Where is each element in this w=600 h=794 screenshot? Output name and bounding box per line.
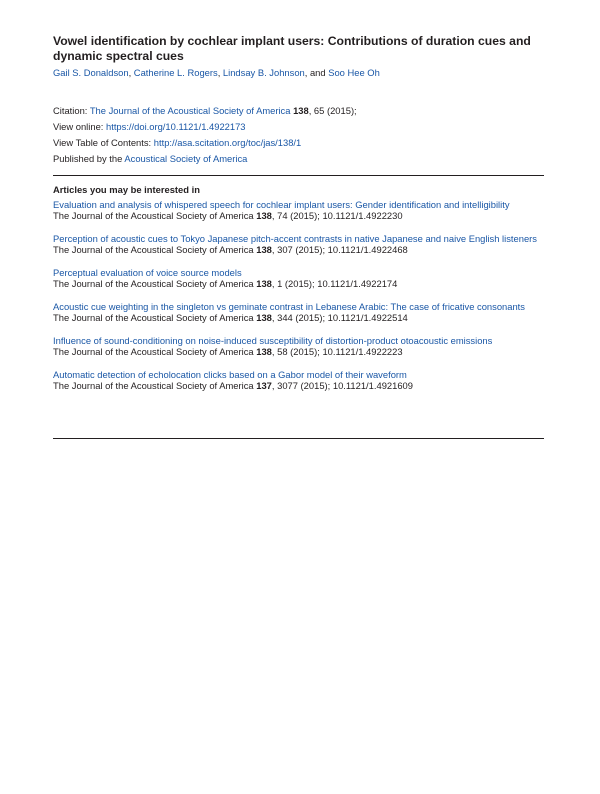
related-article-title-link[interactable]: Influence of sound-conditioning on noise-induced susceptibility of distortion-product otoacoustic emissions (53, 335, 493, 346)
related-article-ref (53, 278, 397, 289)
published-label: Published by the (53, 153, 125, 164)
author-separator: , (217, 67, 223, 78)
author-separator: , (128, 67, 134, 78)
ref-journal: The Journal of the Acoustical Society of America (53, 243, 257, 255)
ref-volume: 137 (256, 379, 272, 391)
related-article (53, 200, 543, 221)
citation-block (53, 103, 357, 167)
publisher-link[interactable]: Acoustical Society of America (124, 153, 248, 164)
author-separator: , and (304, 67, 329, 78)
ref-rest: , 1 (2015); 10.1121/1.4922174 (271, 277, 398, 289)
related-article-ref (53, 244, 408, 255)
citation-volume: 138 (293, 105, 309, 116)
related-article-ref (53, 210, 403, 221)
citation-line (53, 103, 357, 119)
related-article-ref (53, 312, 408, 323)
related-article-title-link[interactable]: Perceptual evaluation of voice source models (53, 267, 242, 278)
ref-volume: 138 (256, 311, 272, 323)
ref-journal: The Journal of the Acoustical Society of America (53, 277, 257, 289)
divider (53, 175, 544, 176)
related-article-title-link[interactable]: Automatic detection of echolocation clicks based on a Gabor model of their waveform (53, 369, 407, 380)
ref-rest: , 3077 (2015); 10.1121/1.4921609 (271, 379, 413, 391)
ref-journal: The Journal of the Acoustical Society of America (53, 345, 257, 357)
ref-journal: The Journal of the Acoustical Society of America (53, 209, 257, 221)
related-article-ref (53, 380, 413, 391)
related-articles-list (53, 200, 543, 404)
related-article-ref (53, 346, 403, 357)
related-articles-heading: Articles you may be interested in (53, 184, 200, 195)
ref-rest: , 344 (2015); 10.1121/1.4922514 (271, 311, 408, 323)
ref-rest: , 307 (2015); 10.1121/1.4922468 (271, 243, 408, 255)
author-link[interactable]: Soo Hee Oh (328, 67, 380, 78)
citation-label: Citation: (53, 105, 90, 116)
view-online-label: View online: (53, 121, 106, 132)
article-title: Vowel identification by cochlear implant users: Contributions of duration cues and dynamic spectral cues (53, 34, 531, 63)
related-article-title-link[interactable]: Perception of acoustic cues to Tokyo Japanese pitch-accent contrasts in native Japanese and naive English listeners (53, 233, 537, 244)
ref-volume: 138 (256, 243, 272, 255)
toc-link[interactable]: http://asa.scitation.org/toc/jas/138/1 (153, 137, 302, 148)
related-article (53, 302, 543, 323)
view-online-line (53, 119, 357, 135)
related-article (53, 234, 543, 255)
ref-volume: 138 (256, 345, 272, 357)
related-article (53, 336, 543, 357)
citation-rest: , 65 (2015); (308, 105, 357, 116)
author-link[interactable]: Gail S. Donaldson (53, 67, 129, 78)
related-article-title-link[interactable]: Evaluation and analysis of whispered speech for cochlear implant users: Gender identification and intelligibility (53, 199, 510, 210)
author-list (53, 67, 380, 79)
ref-volume: 138 (256, 277, 272, 289)
author-link[interactable]: Lindsay B. Johnson (222, 67, 305, 78)
doi-link[interactable]: https://doi.org/10.1121/1.4922173 (106, 121, 246, 132)
ref-rest: , 74 (2015); 10.1121/1.4922230 (271, 209, 403, 221)
ref-volume: 138 (256, 209, 272, 221)
ref-journal: The Journal of the Acoustical Society of America (53, 379, 257, 391)
related-article (53, 370, 543, 391)
journal-link[interactable]: The Journal of the Acoustical Society of America (89, 105, 291, 116)
published-line (53, 151, 357, 167)
author-link[interactable]: Catherine L. Rogers (133, 67, 218, 78)
ref-journal: The Journal of the Acoustical Society of America (53, 311, 257, 323)
related-article (53, 268, 543, 289)
view-toc-label: View Table of Contents: (53, 137, 154, 148)
view-toc-line (53, 135, 357, 151)
related-article-title-link[interactable]: Acoustic cue weighting in the singleton vs geminate contrast in Lebanese Arabic: The case of fricative consonants (53, 301, 525, 312)
ref-rest: , 58 (2015); 10.1121/1.4922223 (271, 345, 403, 357)
divider (53, 438, 544, 439)
